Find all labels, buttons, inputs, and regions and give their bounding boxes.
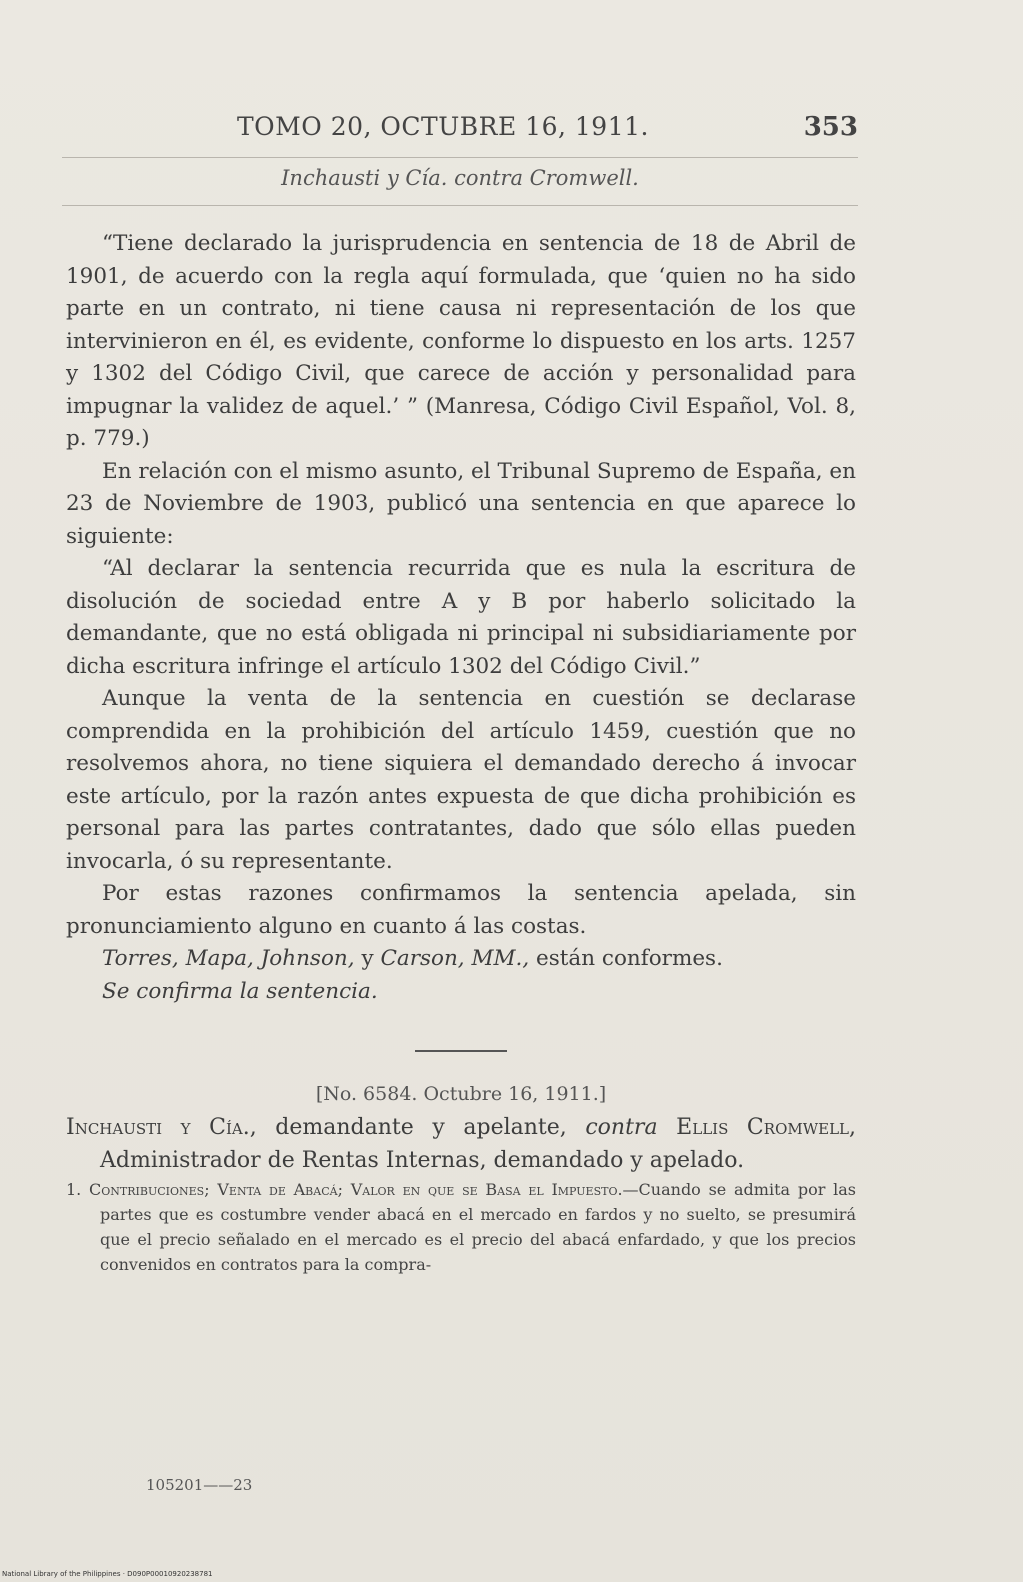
plaintiff-role: demandante y apelante, — [275, 1114, 567, 1140]
paragraph-quote-manresa: “Tiene declarado la jurisprudencia en sentencia de 18 de Abril de 1901, de acuerdo con la regla aquí formulada, que ‘quien no ha sido parte en un contrato, ni tiene causa ni representación de los que intervinieron en él, es evidente, conforme lo dispuesto en los arts. 1257 y 1302 del Código Civil, que carece de acción y personalidad para impugnar la validez de aquel.’ ” (Manresa, Código Civil Español, Vol. 8, p. 779.) — [66, 231, 856, 451]
header-divider — [62, 157, 858, 158]
body-text — [66, 228, 856, 1277]
volume-date-title: TOMO 20, OCTUBRE 16, 1911. — [237, 112, 649, 141]
section-divider — [415, 1050, 507, 1052]
syllabus-item — [66, 1177, 856, 1277]
defendant-name: Ellis Cromwell, — [676, 1114, 857, 1140]
concurrence-line — [66, 943, 856, 976]
disposition: Se confirma la sentencia. — [102, 978, 378, 1004]
case-parties — [66, 1111, 856, 1177]
contra-word: contra — [585, 1114, 658, 1140]
page-number: 353 — [803, 112, 858, 142]
paragraph-conclusion: Por estas razones confirmamos la sentencia apelada, sin pronunciamiento alguno en cuanto á las costas. — [66, 881, 856, 939]
paragraph-articulo-1459: Aunque la venta de la sentencia en cuestión se declarase comprendida en la prohibición del artículo 1459, cuestión que no resolvemos ahora, no tiene siquiera el demandado derecho á invocar este artículo, por la razón antes expuesta de que dicha prohibición es personal para las partes contratantes, dado que sólo ellas pueden invocarla, ó su representante. — [66, 686, 856, 874]
syllabus-heading: Contribuciones; Venta de Abacá; Valor en que se Basa el Impuesto. — [89, 1179, 623, 1199]
running-title-divider — [62, 205, 858, 206]
printer-signature: 105201——23 — [146, 1476, 253, 1494]
defendant-role: Administrador de Rentas Internas, demandado y apelado. — [100, 1147, 745, 1173]
page-header — [62, 112, 858, 152]
plaintiff-name: Inchausti y Cía., — [66, 1114, 257, 1140]
scan-footer: National Library of the Philippines · D090P00010920238781 — [2, 1570, 213, 1578]
conjunction: y — [361, 946, 374, 971]
running-title: Inchausti y Cía. contra Cromwell. — [281, 166, 639, 190]
syllabus-text: —Cuando se admita por las partes que es costumbre vender abacá en el mercado en fardos y no suelto, se presumirá que el precio señalado en el mercado es el precio del abacá enfardado, y que los precios convenidos en contratos para la compra- — [100, 1179, 856, 1274]
concurrence-text: están conformes. — [536, 946, 723, 971]
syllabus-number: 1. — [66, 1179, 82, 1199]
justice-carson: Carson, MM., — [380, 946, 530, 971]
paragraph-tribunal-supremo: En relación con el mismo asunto, el Tribunal Supremo de España, en 23 de Noviembre de 1903, publicó una sentencia en que aparece lo siguiente: — [66, 458, 856, 549]
case-number: [No. 6584. Octubre 16, 1911.] — [315, 1083, 607, 1105]
paragraph-quote-sentencia: “Al declarar la sentencia recurrida que es nula la escritura de disolución de sociedad entre A y B por haberlo solicitado la demandante, que no está obligada ni principal ni subsidiariamente por dicha escritura infringe el artículo 1302 del Código Civil.” — [66, 556, 856, 679]
justices-names: Torres, Mapa, Johnson, — [102, 946, 355, 971]
